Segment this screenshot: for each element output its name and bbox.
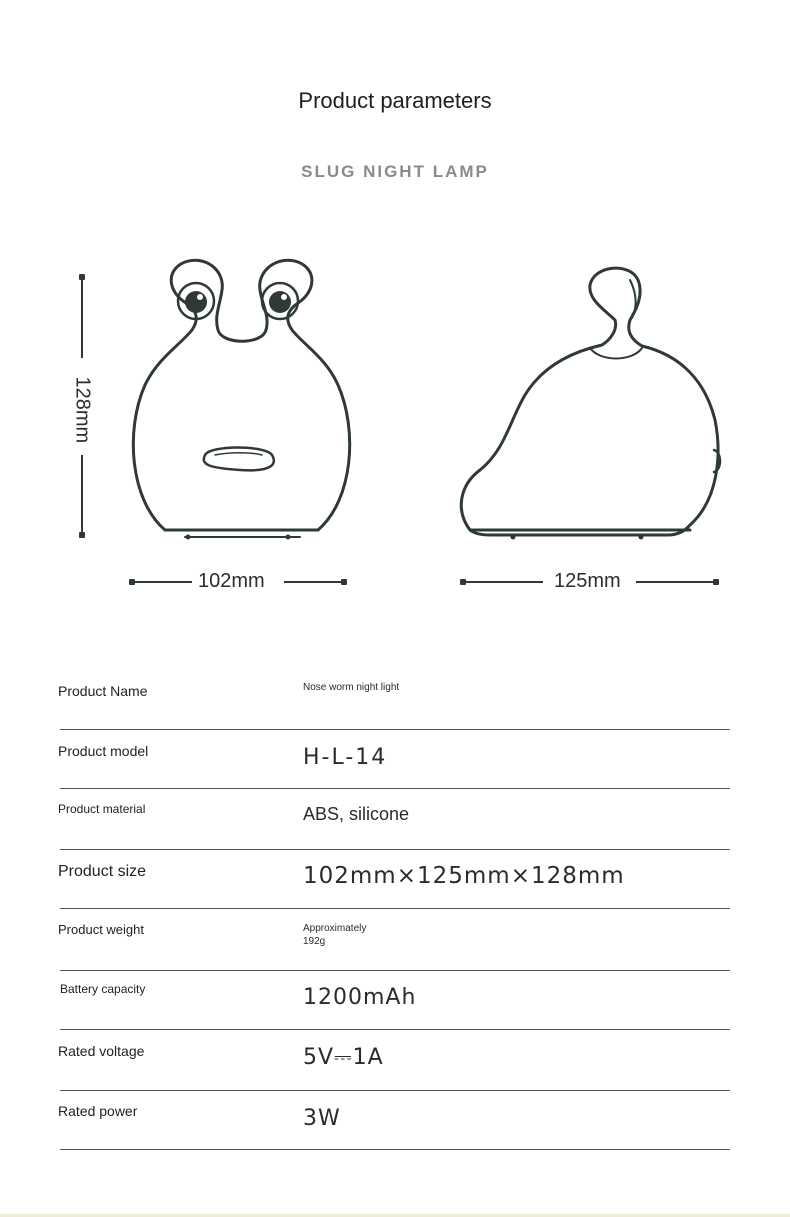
side-width-dimension-label: 125mm [554,570,621,592]
param-value: 1200mAh [303,985,417,1010]
param-value: Approximately [303,923,367,934]
param-value: 3W [303,1106,341,1131]
page-subtitle: SLUG NIGHT LAMP [301,162,489,181]
front-view-outline [133,260,349,530]
param-label: Rated power [58,1103,138,1119]
param-label: Product model [58,743,149,759]
table-row [60,1030,730,1091]
side-view-outline [461,268,718,535]
table-row [60,1091,730,1150]
table-row [60,789,730,850]
param-label: Battery capacity [60,982,146,996]
param-value: 5V⎓1A [303,1045,384,1070]
table-row [60,670,730,730]
param-value: Nose worm night light [303,682,400,693]
param-value-line-2: 192g [303,936,326,947]
param-value: 102mm×125mm×128mm [303,863,625,889]
table-row [60,909,730,971]
front-width-dimension-label: 102mm [198,570,265,592]
param-value: ABS, silicone [303,804,410,824]
param-label: Product size [58,863,147,880]
param-value: H-L-14 [303,745,388,770]
front-view-mouth [204,448,274,471]
param-label: Product Name [58,683,148,699]
param-label: Product weight [58,922,144,937]
param-label: Rated voltage [58,1043,145,1059]
product-dimension-drawing [0,250,790,600]
table-row [60,730,730,789]
table-row [60,850,730,909]
table-row [60,971,730,1030]
page-title: Product parameters [298,88,492,113]
height-dimension-label: 128mm [71,376,94,444]
param-label: Product material [58,802,146,816]
